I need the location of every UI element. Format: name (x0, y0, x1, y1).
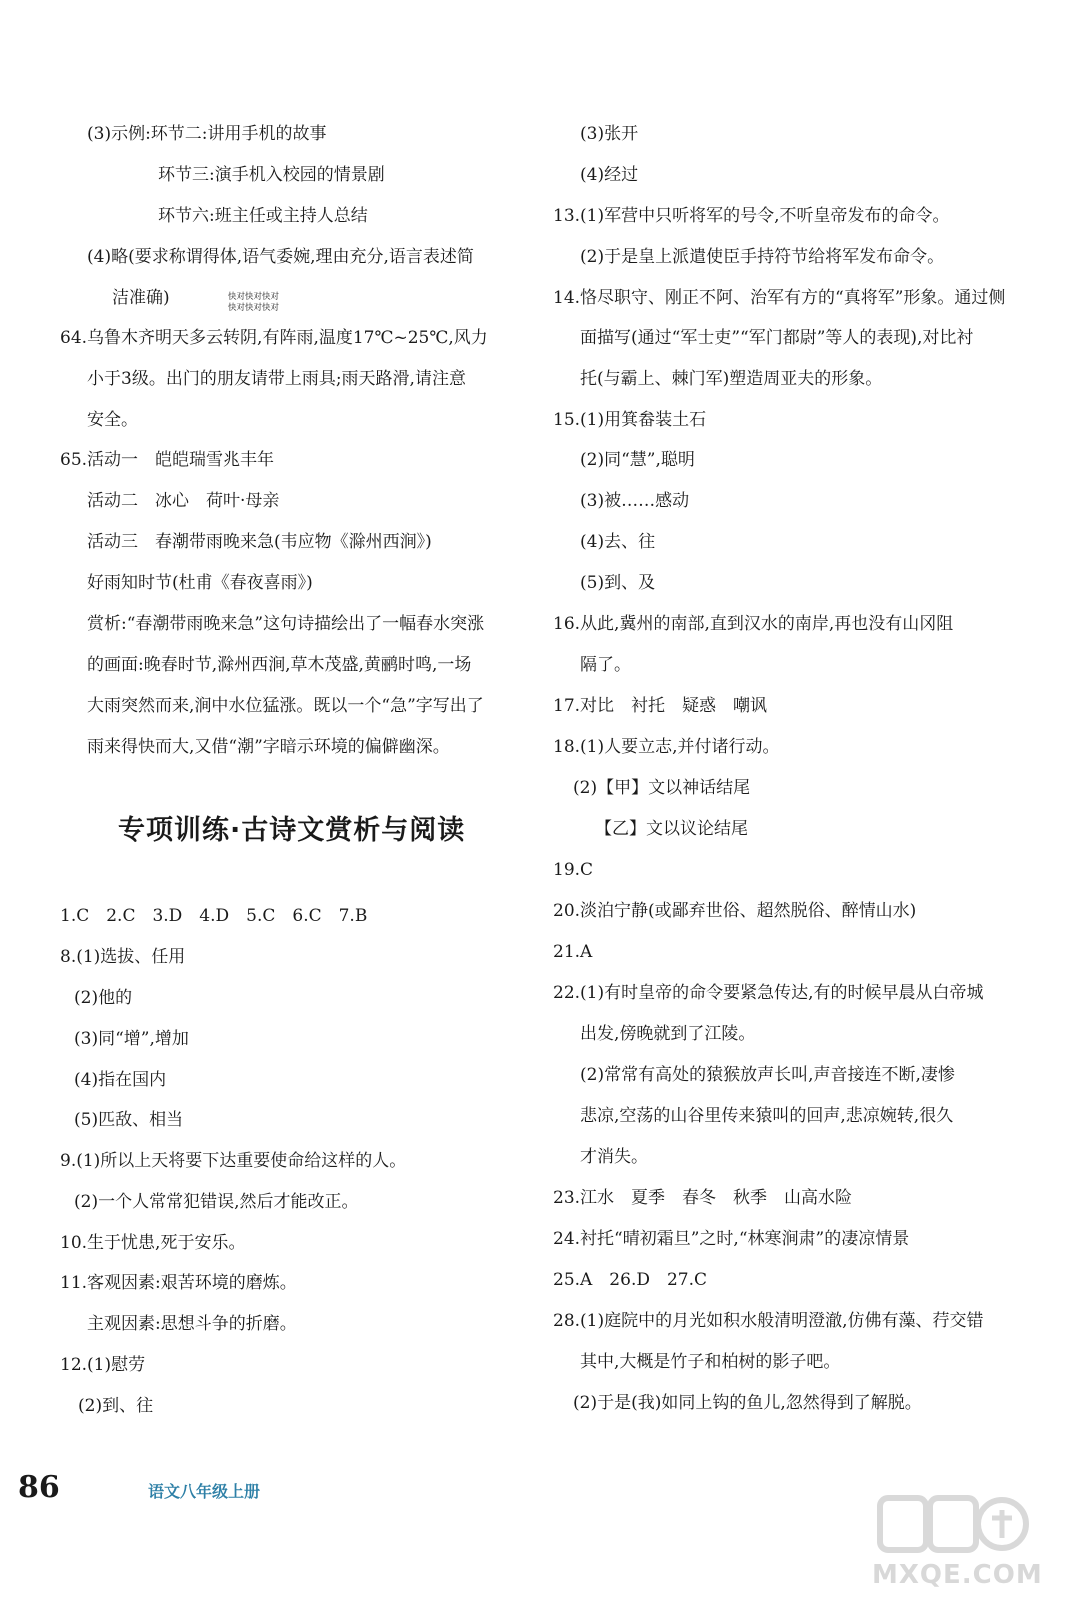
q11-line: 11.客观因素:艰苦环境的磨炼。 (60, 1273, 297, 1293)
q9-line: (2)一个人常常犯错误,然后才能改正。 (74, 1192, 359, 1212)
q9-line: 9.(1)所以上天将要下达重要使命给这样的人。 (60, 1151, 407, 1171)
q15-line: (2)同“慧”,聪明 (580, 450, 695, 470)
q14-line: 14.恪尽职守、刚正不阿、治军有方的“真将军”形象。通过侧 (553, 288, 1006, 308)
q18-line: 【乙】文以议论结尾 (595, 819, 748, 839)
q65-line: 的画面:晚春时节,滁州西涧,草木茂盛,黄鹂时鸣,一场 (87, 655, 472, 675)
q23-line: 23.江水 夏季 春冬 秋季 山高水险 (553, 1188, 853, 1208)
q63-3-line: 环节六:班主任或主持人总结 (158, 206, 368, 226)
watermark-text: MXQE.COM (872, 1560, 1043, 1590)
q63-4-line: 洁准确) (112, 288, 170, 308)
q22-line: 出发,傍晚就到了江陵。 (580, 1024, 756, 1044)
q22-line: 才消失。 (580, 1147, 648, 1167)
handwritten-note: 快对快对快对 (228, 292, 280, 302)
q65-line: 65.活动一 皑皑瑞雪兆丰年 (60, 450, 275, 470)
section-title: 专项训练·古诗文赏析与阅读 (118, 815, 466, 846)
watermark-logo (872, 1488, 1043, 1596)
q8-line: (5)匹敌、相当 (74, 1110, 184, 1130)
q15-line: (3)被……感动 (580, 491, 690, 511)
q20-line: 20.淡泊宁静(或鄙弃世俗、超然脱俗、醉情山水) (553, 901, 917, 921)
q1-7-answers: 1.C 2.C 3.D 4.D 5.C 6.C 7.B (60, 906, 368, 926)
q15-line: (5)到、及 (580, 573, 656, 593)
q15-line: 15.(1)用箕畚装土石 (553, 410, 707, 430)
q28-line: 28.(1)庭院中的月光如积水般清明澄澈,仿佛有藻、荇交错 (553, 1311, 984, 1331)
q14-line: 面描写(通过“军士吏”“军门都尉”等人的表现),对比衬 (580, 328, 974, 348)
q65-line: 活动三 春潮带雨晚来急(韦应物《滁州西涧》) (87, 532, 432, 552)
q19-line: 19.C (553, 860, 594, 880)
q12-line: (4)经过 (580, 165, 639, 185)
book-title: 语文八年级上册 (148, 1482, 261, 1501)
q18-line: 18.(1)人要立志,并付诸行动。 (553, 737, 780, 757)
q63-4-line: (4)略(要求称谓得体,语气委婉,理由充分,语言表述简 (87, 247, 474, 267)
q12-line: 12.(1)慰劳 (60, 1355, 146, 1375)
q16-line: 16.从此,冀州的南部,直到汉水的南岸,再也没有山冈阻 (553, 614, 954, 634)
q22-line: (2)常常有高处的猿猴放声长叫,声音接连不断,凄惨 (580, 1065, 955, 1085)
q28-line: 其中,大概是竹子和柏树的影子吧。 (580, 1352, 841, 1372)
q64-line: 小于3级。出门的朋友请带上雨具;雨天路滑,请注意 (87, 369, 466, 389)
q13-line: (2)于是皇上派遣使臣手持符节给将军发布命令。 (580, 247, 945, 267)
right-column (553, 0, 1033, 1460)
q22-line: 22.(1)有时皇帝的命令要紧急传达,有的时候早晨从白帝城 (553, 983, 984, 1003)
q12-line: (2)到、往 (78, 1396, 154, 1416)
q8-line: (2)他的 (74, 988, 133, 1008)
q18-line: (2)【甲】文以神话结尾 (573, 778, 751, 798)
q21-line: 21.A (553, 942, 593, 962)
left-column (60, 0, 540, 1460)
q10-line: 10.生于忧患,死于安乐。 (60, 1233, 246, 1253)
q28-line: (2)于是(我)如同上钩的鱼儿,忽然得到了解脱。 (573, 1393, 922, 1413)
q15-line: (4)去、往 (580, 532, 656, 552)
q65-line: 雨来得快而大,又借“潮”字暗示环境的偏僻幽深。 (87, 737, 450, 757)
q14-line: 托(与霸上、棘门军)塑造周亚夫的形象。 (580, 369, 883, 389)
q12-line: (3)张开 (580, 124, 639, 144)
q16-line: 隔了。 (580, 655, 631, 675)
q11-line: 主观因素:思想斗争的折磨。 (87, 1314, 297, 1334)
q8-line: (4)指在国内 (74, 1070, 167, 1090)
page-number: 86 (18, 1470, 60, 1505)
q24-line: 24.衬托“晴初霜旦”之时,“林寒涧肃”的凄凉情景 (553, 1229, 910, 1249)
q64-line: 安全。 (87, 410, 138, 430)
q17-line: 17.对比 衬托 疑惑 嘲讽 (553, 696, 768, 716)
q63-3-line: (3)示例:环节二:讲用手机的故事 (87, 124, 327, 144)
q64-line: 64.乌鲁木齐明天多云转阴,有阵雨,温度17℃~25℃,风力 (60, 328, 488, 348)
q65-line: 赏析:“春潮带雨晚来急”这句诗描绘出了一幅春水突涨 (87, 614, 485, 634)
q8-line: (3)同“增”,增加 (74, 1029, 189, 1049)
q63-3-line: 环节三:演手机入校园的情景剧 (158, 165, 385, 185)
q8-line: 8.(1)选拔、任用 (60, 947, 186, 967)
q13-line: 13.(1)军营中只听将军的号令,不听皇帝发布的命令。 (553, 206, 950, 226)
q22-line: 悲凉,空荡的山谷里传来猿叫的回声,悲凉婉转,很久 (580, 1106, 954, 1126)
q65-line: 好雨知时节(杜甫《春夜喜雨》) (87, 573, 313, 593)
q65-line: 活动二 冰心 荷叶·母亲 (87, 491, 280, 511)
q65-line: 大雨突然而来,涧中水位猛涨。既以一个“急”字写出了 (87, 696, 484, 716)
watermark-icon (872, 1488, 1032, 1568)
q25-27-line: 25.A 26.D 27.C (553, 1270, 708, 1290)
handwritten-note: 快对快对快对 (228, 303, 280, 313)
